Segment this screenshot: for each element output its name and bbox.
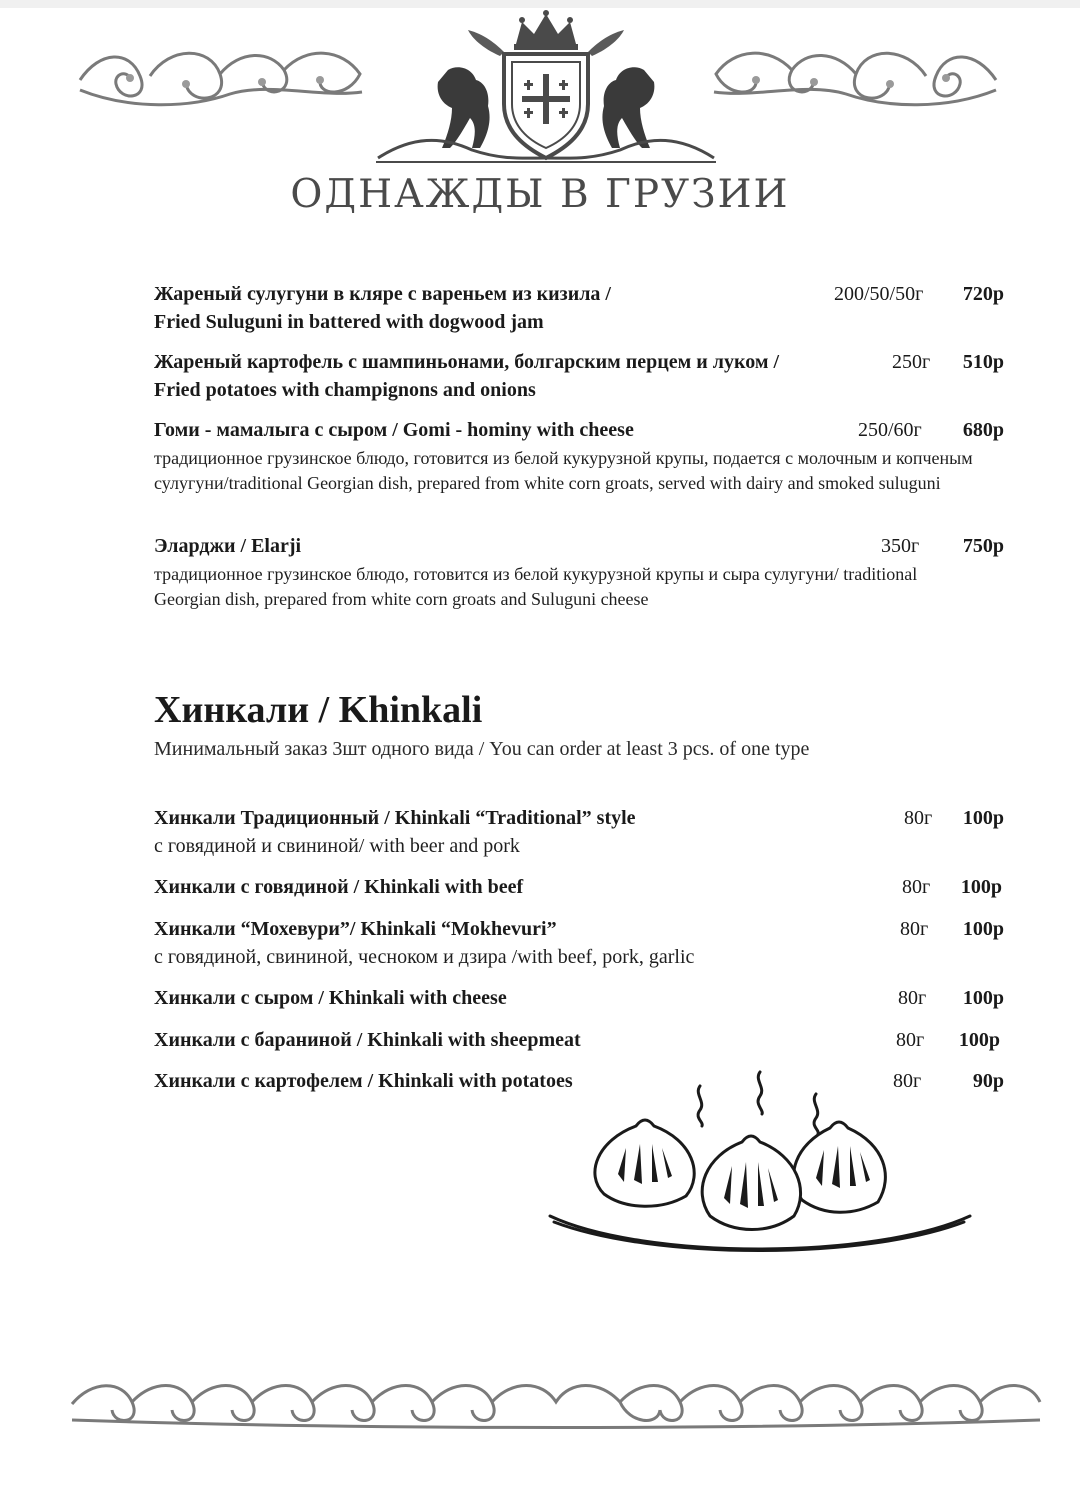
item-description: с говядиной, свининой, чесноком и дзира /with beef, pork, garlic — [154, 946, 695, 968]
item-name-en: Fried potatoes with champignons and onions — [154, 379, 536, 401]
item-weight: 350г — [881, 535, 920, 557]
item-name: Жареный картофель с шампиньонами, болгарским перцем и луком / — [154, 351, 780, 373]
khinkali-illustration — [544, 1064, 974, 1264]
menu-item — [154, 349, 1004, 404]
item-name: Гоми - мамалыга с сыром / Gomi - hominy with cheese — [154, 419, 634, 441]
item-weight: 200/50/50г — [834, 283, 924, 305]
menu-item — [154, 417, 1004, 496]
item-price: 720р — [962, 283, 1004, 305]
item-name-en: Fried Suluguni in battered with dogwood jam — [154, 311, 544, 333]
item-name: Хинкали “Мохевури”/ Khinkali “Mokhevuri” — [154, 918, 557, 940]
item-weight: 250/60г — [858, 419, 922, 441]
item-price: 510р — [962, 351, 1004, 373]
item-description: традиционное грузинское блюдо, готовится из белой кукурузной крупы и сыра сулугуни/ traditional Georgian dish, prepared from white corn groats and Suluguni cheese — [154, 564, 918, 609]
menu-item — [154, 533, 1004, 612]
item-price: 750р — [962, 535, 1004, 557]
top-bar — [0, 0, 1080, 8]
item-weight: 80г — [896, 1029, 925, 1051]
item-price: 100р — [960, 876, 1002, 898]
section-title: Хинкали / Khinkali — [154, 689, 483, 731]
item-name: Хинкали с говядиной / Khinkali with beef — [154, 876, 524, 898]
item-name: Хинкали с сыром / Khinkali with cheese — [154, 987, 507, 1009]
item-name: Хинкали с картофелем / Khinkali with potatoes — [154, 1070, 573, 1092]
item-description: с говядиной и свининой/ with beer and pork — [154, 835, 520, 857]
item-weight: 80г — [900, 918, 929, 940]
item-name: Эларджи / Elarji — [154, 535, 302, 557]
item-weight: 80г — [898, 987, 927, 1009]
item-weight: 80г — [902, 876, 931, 898]
menu-item — [154, 985, 1004, 1012]
menu-item — [154, 916, 1004, 970]
menu-item — [154, 805, 1004, 859]
item-price: 100р — [958, 1029, 1000, 1051]
menu-item — [154, 281, 1004, 336]
item-price: 100р — [962, 987, 1004, 1009]
item-weight: 80г — [893, 1070, 922, 1092]
item-name: Хинкали Традиционный / Khinkali “Traditional” style — [154, 807, 636, 829]
item-name: Хинкали с бараниной / Khinkali with sheepmeat — [154, 1029, 581, 1051]
item-description: традиционное грузинское блюдо, готовится из белой кукурузной крупы, подается с молочным и копченым сулугуни/traditional Georgian dish, prepared from white corn groats, served with dairy and smoked suluguni — [154, 448, 973, 493]
ornament-right — [706, 40, 1006, 112]
item-weight: 80г — [904, 807, 933, 829]
section-note: Минимальный заказ 3шт одного вида / You can order at least 3 pcs. of one type — [154, 738, 810, 760]
ornament-bottom — [68, 1376, 1044, 1430]
item-name: Жареный сулугуни в кляре с вареньем из кизила / — [154, 283, 611, 305]
item-price: 100р — [962, 807, 1004, 829]
menu-item — [154, 1027, 1004, 1054]
item-price: 680р — [962, 419, 1004, 441]
item-weight: 250г — [892, 351, 931, 373]
crest-logo — [372, 8, 720, 168]
item-price: 90р — [972, 1070, 1004, 1092]
item-price: 100р — [962, 918, 1004, 940]
menu-item — [154, 874, 1004, 901]
restaurant-name: ОДНАЖДЫ В ГРУЗИИ — [290, 172, 790, 217]
ornament-left — [70, 40, 370, 112]
